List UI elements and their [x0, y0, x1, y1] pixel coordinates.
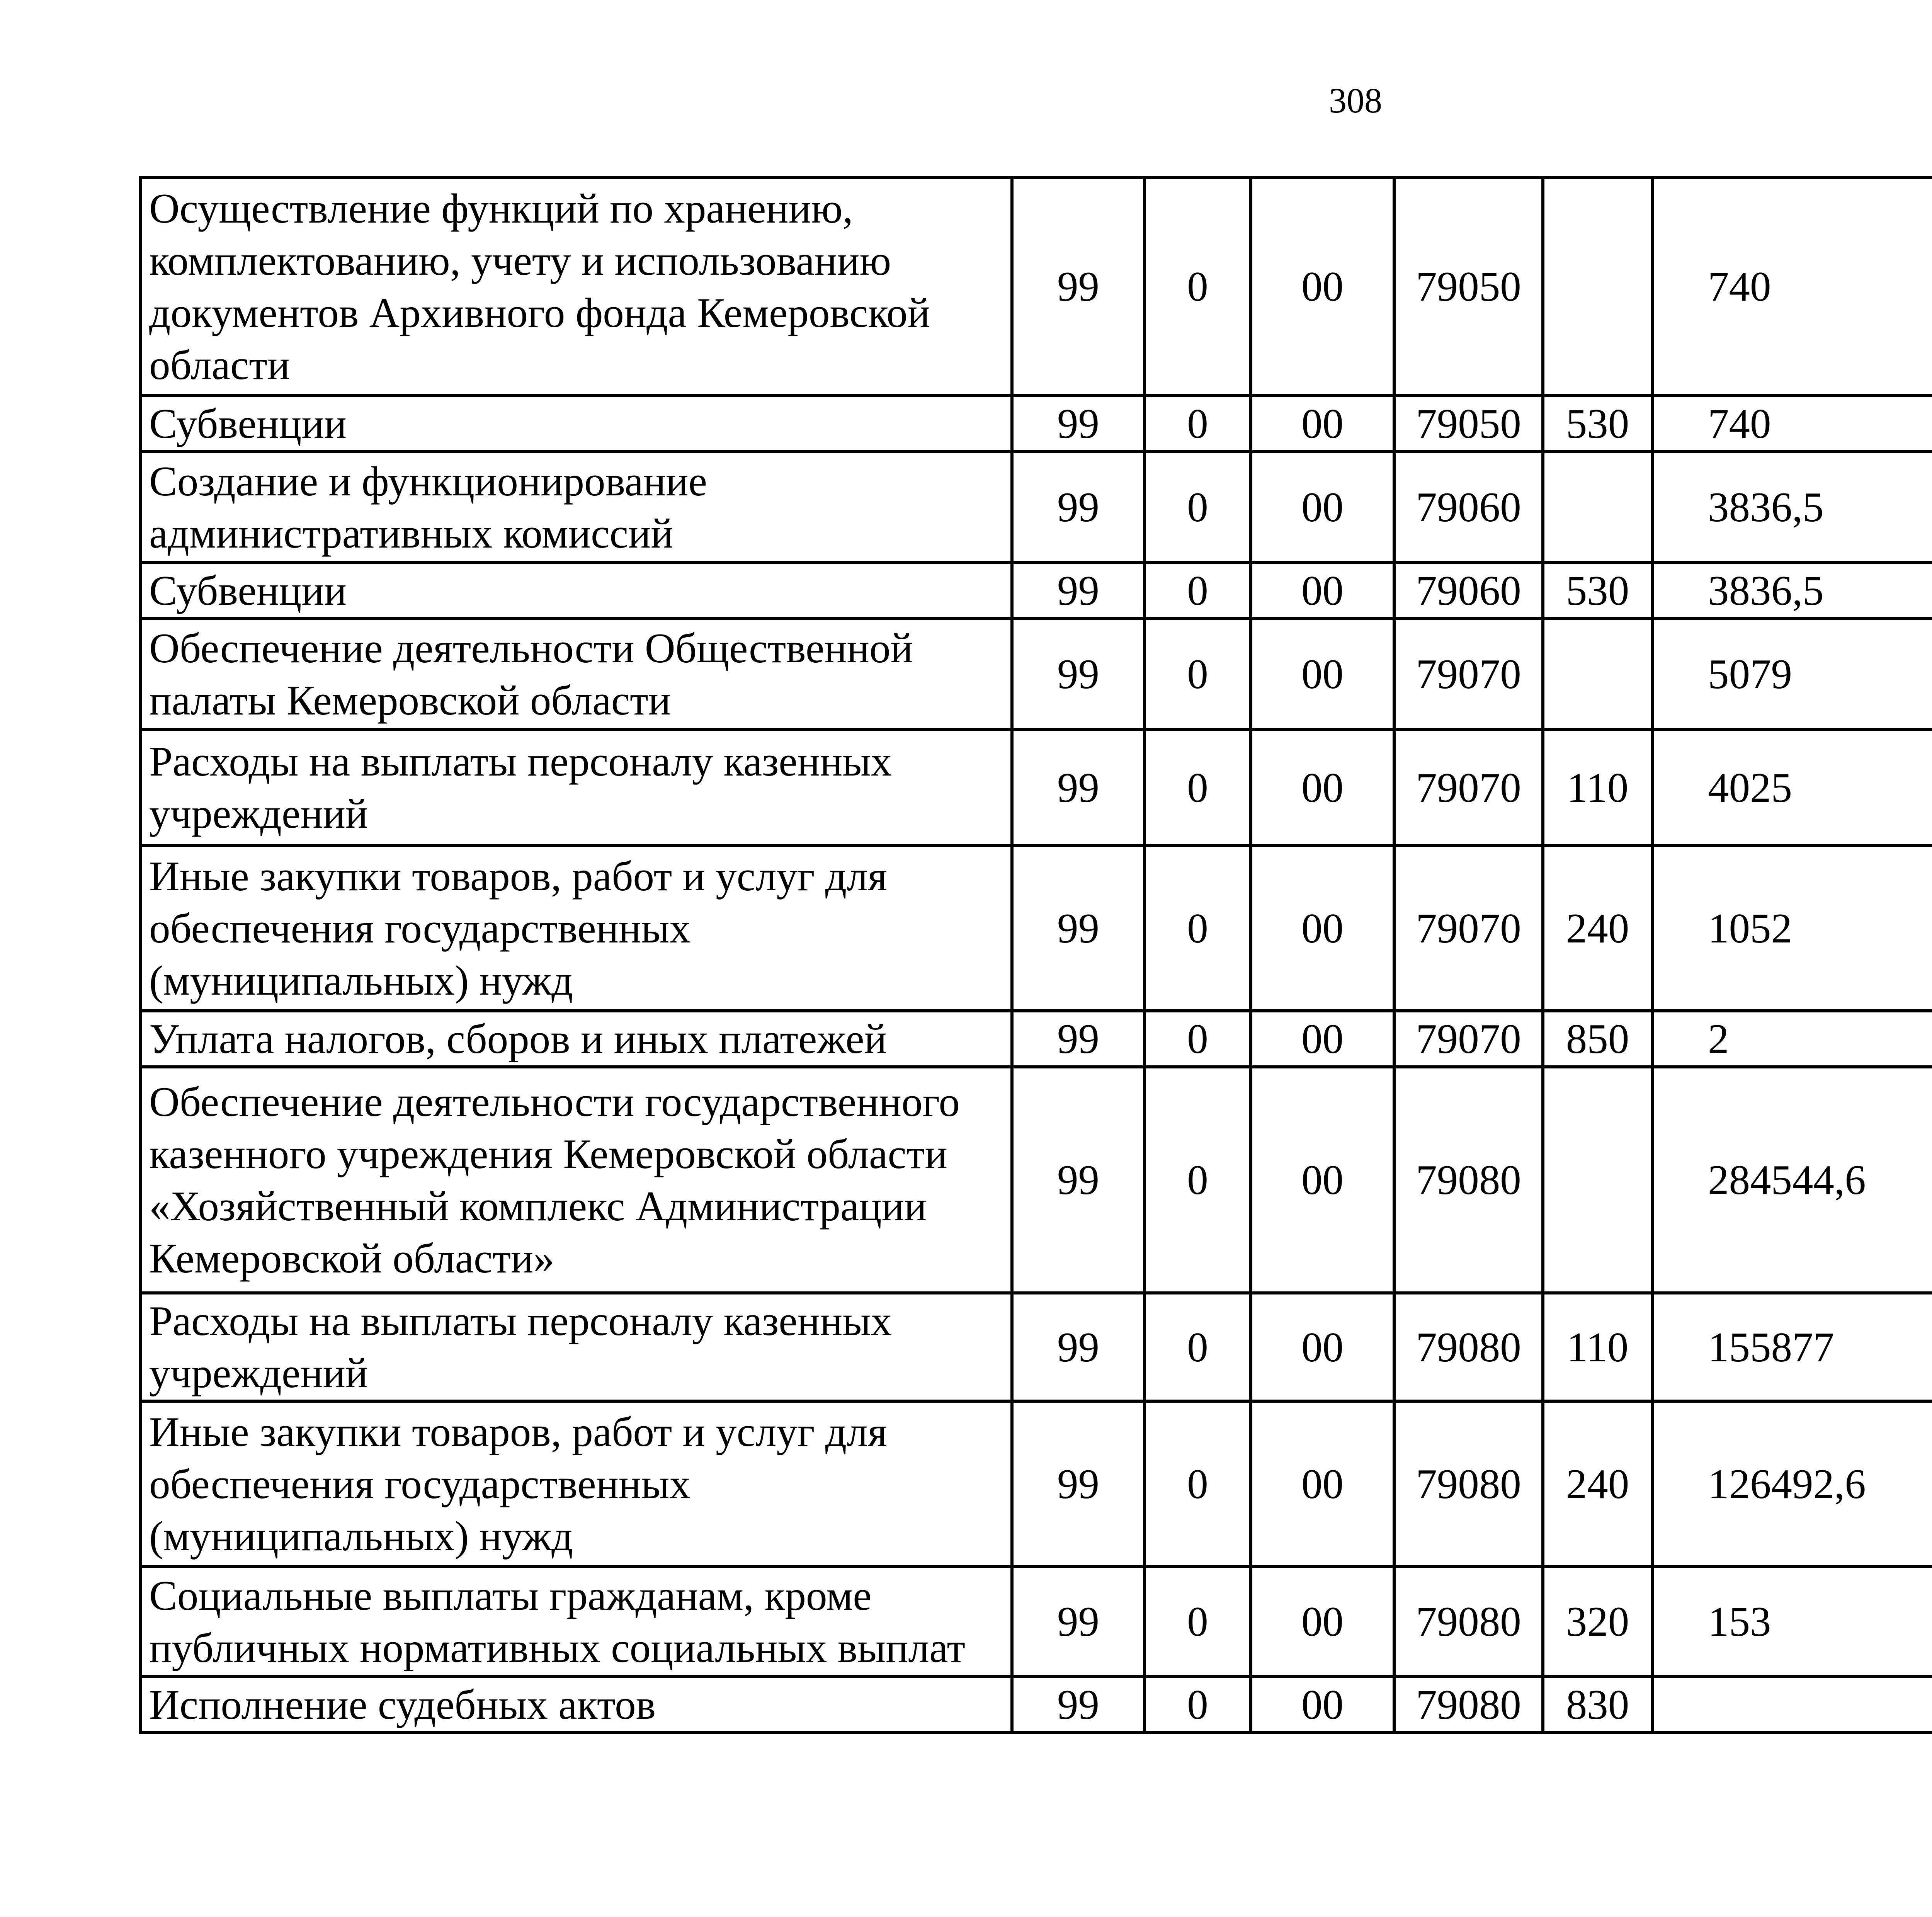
direction-code: 79080 — [1394, 1293, 1543, 1401]
expense-type-code — [1543, 177, 1652, 396]
table-row — [141, 619, 1932, 730]
amount-year-1: 3836,5 — [1652, 452, 1932, 563]
row-name: Исполнение судебных актов — [141, 1677, 1012, 1733]
program-code: 99 — [1012, 1293, 1145, 1401]
amount-year-1: 126492,6 — [1652, 1401, 1932, 1567]
direction-code: 79080 — [1394, 1067, 1543, 1293]
direction-code: 79080 — [1394, 1401, 1543, 1567]
direction-code: 79060 — [1394, 452, 1543, 563]
group-code: 00 — [1251, 619, 1394, 730]
subprogram-code: 0 — [1145, 452, 1251, 563]
expense-type-code: 530 — [1543, 563, 1652, 619]
amount-year-1 — [1652, 1677, 1932, 1733]
amount-year-1: 5079 — [1652, 619, 1932, 730]
page-number: 308 — [1329, 81, 1382, 120]
budget-table — [139, 176, 1932, 1734]
subprogram-code: 0 — [1145, 1401, 1251, 1567]
table-row — [141, 730, 1932, 845]
table-row — [141, 396, 1932, 452]
direction-code: 79080 — [1394, 1567, 1543, 1677]
program-code: 99 — [1012, 730, 1145, 845]
table-row — [141, 1293, 1932, 1401]
group-code: 00 — [1251, 1567, 1394, 1677]
amount-year-1: 740 — [1652, 396, 1932, 452]
subprogram-code: 0 — [1145, 177, 1251, 396]
program-code: 99 — [1012, 1401, 1145, 1567]
amount-year-1: 4025 — [1652, 730, 1932, 845]
table-row — [141, 452, 1932, 563]
subprogram-code: 0 — [1145, 1011, 1251, 1067]
expense-type-code: 110 — [1543, 730, 1652, 845]
expense-type-code: 240 — [1543, 845, 1652, 1011]
group-code: 00 — [1251, 845, 1394, 1011]
expense-type-code — [1543, 619, 1652, 730]
expense-type-code: 320 — [1543, 1567, 1652, 1677]
group-code: 00 — [1251, 1677, 1394, 1733]
group-code: 00 — [1251, 1067, 1394, 1293]
program-code: 99 — [1012, 619, 1145, 730]
table-row — [141, 1567, 1932, 1677]
row-name: Обеспечение деятельности Общественной палаты Кемеровской области — [141, 619, 1012, 730]
direction-code: 79080 — [1394, 1677, 1543, 1733]
amount-year-1: 284544,6 — [1652, 1067, 1932, 1293]
row-name: Расходы на выплаты персоналу казенных учреждений — [141, 1293, 1012, 1401]
program-code: 99 — [1012, 1677, 1145, 1733]
program-code: 99 — [1012, 563, 1145, 619]
program-code: 99 — [1012, 1567, 1145, 1677]
row-name: Создание и функционирование административных комиссий — [141, 452, 1012, 563]
row-name: Обеспечение деятельности государственного казенного учреждения Кемеровской области «Хозяйственный комплекс Администрации Кемеровской области» — [141, 1067, 1012, 1293]
program-code: 99 — [1012, 452, 1145, 563]
amount-year-1: 155877 — [1652, 1293, 1932, 1401]
group-code: 00 — [1251, 730, 1394, 845]
amount-year-1: 740 — [1652, 177, 1932, 396]
group-code: 00 — [1251, 563, 1394, 619]
table-row — [141, 1401, 1932, 1567]
table-row — [141, 563, 1932, 619]
program-code: 99 — [1012, 1011, 1145, 1067]
group-code: 00 — [1251, 396, 1394, 452]
amount-year-1: 1052 — [1652, 845, 1932, 1011]
subprogram-code: 0 — [1145, 1567, 1251, 1677]
direction-code: 79050 — [1394, 396, 1543, 452]
direction-code: 79070 — [1394, 619, 1543, 730]
table-row — [141, 177, 1932, 396]
row-name: Расходы на выплаты персоналу казенных учреждений — [141, 730, 1012, 845]
amount-year-1: 3836,5 — [1652, 563, 1932, 619]
table-row — [141, 845, 1932, 1011]
expense-type-code: 850 — [1543, 1011, 1652, 1067]
subprogram-code: 0 — [1145, 730, 1251, 845]
row-name: Уплата налогов, сборов и иных платежей — [141, 1011, 1012, 1067]
direction-code: 79070 — [1394, 845, 1543, 1011]
subprogram-code: 0 — [1145, 1067, 1251, 1293]
program-code: 99 — [1012, 396, 1145, 452]
expense-type-code: 110 — [1543, 1293, 1652, 1401]
group-code: 00 — [1251, 1293, 1394, 1401]
subprogram-code: 0 — [1145, 1677, 1251, 1733]
program-code: 99 — [1012, 1067, 1145, 1293]
expense-type-code: 530 — [1543, 396, 1652, 452]
expense-type-code — [1543, 452, 1652, 563]
amount-year-1: 2 — [1652, 1011, 1932, 1067]
row-name: Осуществление функций по хранению, комплектованию, учету и использованию документов Архивного фонда Кемеровской области — [141, 177, 1012, 396]
row-name: Субвенции — [141, 396, 1012, 452]
group-code: 00 — [1251, 1011, 1394, 1067]
amount-year-1: 153 — [1652, 1567, 1932, 1677]
group-code: 00 — [1251, 1401, 1394, 1567]
subprogram-code: 0 — [1145, 845, 1251, 1011]
subprogram-code: 0 — [1145, 563, 1251, 619]
expense-type-code — [1543, 1067, 1652, 1293]
group-code: 00 — [1251, 452, 1394, 563]
table-row — [141, 1067, 1932, 1293]
program-code: 99 — [1012, 177, 1145, 396]
expense-type-code: 240 — [1543, 1401, 1652, 1567]
row-name: Иные закупки товаров, работ и услуг для обеспечения государственных (муниципальных) нужд — [141, 845, 1012, 1011]
subprogram-code: 0 — [1145, 396, 1251, 452]
row-name: Иные закупки товаров, работ и услуг для обеспечения государственных (муниципальных) нужд — [141, 1401, 1012, 1567]
direction-code: 79070 — [1394, 730, 1543, 845]
program-code: 99 — [1012, 845, 1145, 1011]
subprogram-code: 0 — [1145, 619, 1251, 730]
row-name: Социальные выплаты гражданам, кроме публичных нормативных социальных выплат — [141, 1567, 1012, 1677]
row-name: Субвенции — [141, 563, 1012, 619]
expense-type-code: 830 — [1543, 1677, 1652, 1733]
direction-code: 79070 — [1394, 1011, 1543, 1067]
group-code: 00 — [1251, 177, 1394, 396]
subprogram-code: 0 — [1145, 1293, 1251, 1401]
direction-code: 79050 — [1394, 177, 1543, 396]
table-row — [141, 1677, 1932, 1733]
table-row — [141, 1011, 1932, 1067]
direction-code: 79060 — [1394, 563, 1543, 619]
